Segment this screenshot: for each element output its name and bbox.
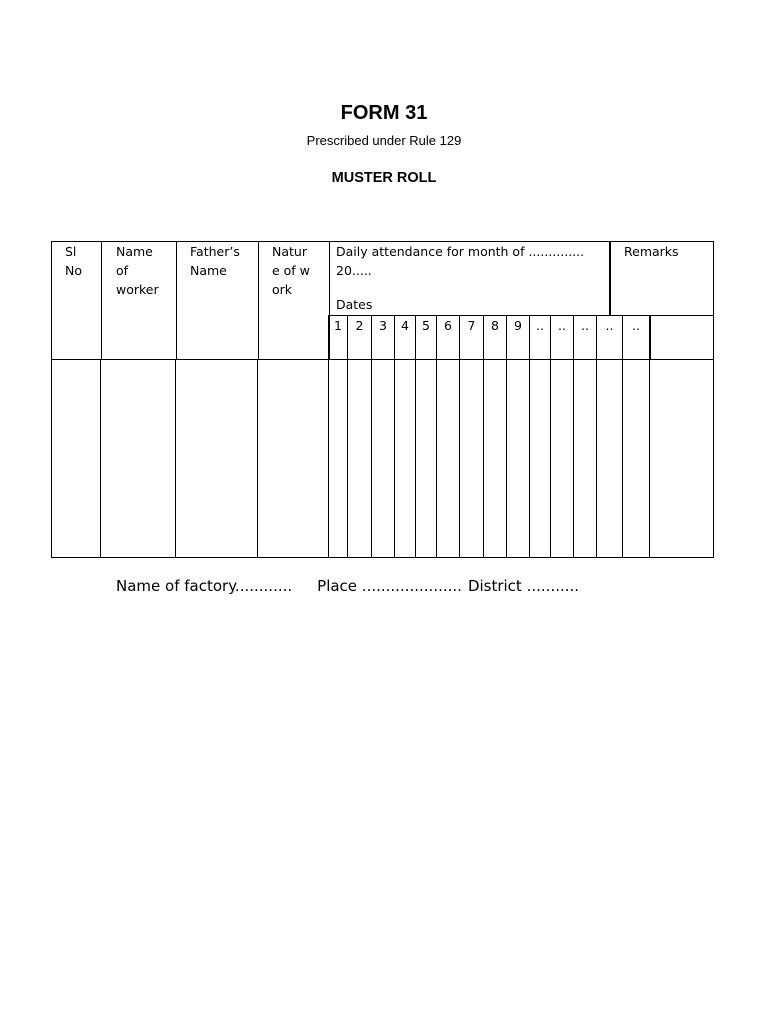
- table-body-cell: [436, 359, 460, 558]
- table-body-cell: [573, 359, 597, 558]
- form-footer: [116, 576, 579, 596]
- form-title: FORM 31: [340, 102, 428, 124]
- table-body-cell: [529, 359, 551, 558]
- table-body-cell: [415, 359, 437, 558]
- table-body-cell: [459, 359, 484, 558]
- header-fathers-name: Father’s Name: [176, 241, 259, 360]
- date-header-3: 3: [371, 315, 395, 360]
- table-body-cell: [257, 359, 329, 558]
- table-body-cell: [649, 359, 714, 558]
- date-header-5: 5: [415, 315, 437, 360]
- form-subtitle: Prescribed under Rule 129: [306, 133, 462, 148]
- date-header-blank: [650, 315, 714, 360]
- date-header-8: 8: [483, 315, 507, 360]
- header-worker-name: Name of worker: [101, 241, 177, 360]
- table-body-cell: [328, 359, 348, 558]
- date-header-14: ..: [622, 315, 650, 360]
- form-heading: MUSTER ROLL: [331, 170, 437, 186]
- dates-label: Dates: [336, 297, 373, 312]
- date-header-9: 9: [506, 315, 530, 360]
- table-body-cell: [550, 359, 574, 558]
- date-header-7: 7: [459, 315, 484, 360]
- table-body-cell: [175, 359, 258, 558]
- table-body-cell: [394, 359, 416, 558]
- table-body-cell: [51, 359, 101, 558]
- table-body-cell: [483, 359, 507, 558]
- table-body-cell: [622, 359, 650, 558]
- date-header-6: 6: [436, 315, 460, 360]
- date-header-2: 2: [347, 315, 372, 360]
- table-body-cell: [506, 359, 530, 558]
- date-header-1: 1: [328, 315, 348, 360]
- factory-name-field: Name of factory............: [116, 577, 293, 595]
- place-field: Place .....................: [317, 577, 462, 595]
- date-header-13: ..: [596, 315, 623, 360]
- header-remarks: Remarks: [609, 241, 714, 316]
- table-body-cell: [347, 359, 372, 558]
- header-sl-no: Sl No: [51, 241, 102, 360]
- header-daily-attendance: Daily attendance for month of .............. 20..... Dates: [329, 241, 611, 316]
- date-header-11: ..: [550, 315, 574, 360]
- date-header-10: ..: [529, 315, 551, 360]
- muster-roll-table: [51, 241, 714, 558]
- header-nature-of-work: Natur e of work: [258, 241, 330, 360]
- table-body-cell: [596, 359, 623, 558]
- table-body-cell: [371, 359, 395, 558]
- district-field: District ...........: [467, 577, 580, 595]
- date-header-12: ..: [573, 315, 597, 360]
- table-body-cell: [100, 359, 176, 558]
- date-header-4: 4: [394, 315, 416, 360]
